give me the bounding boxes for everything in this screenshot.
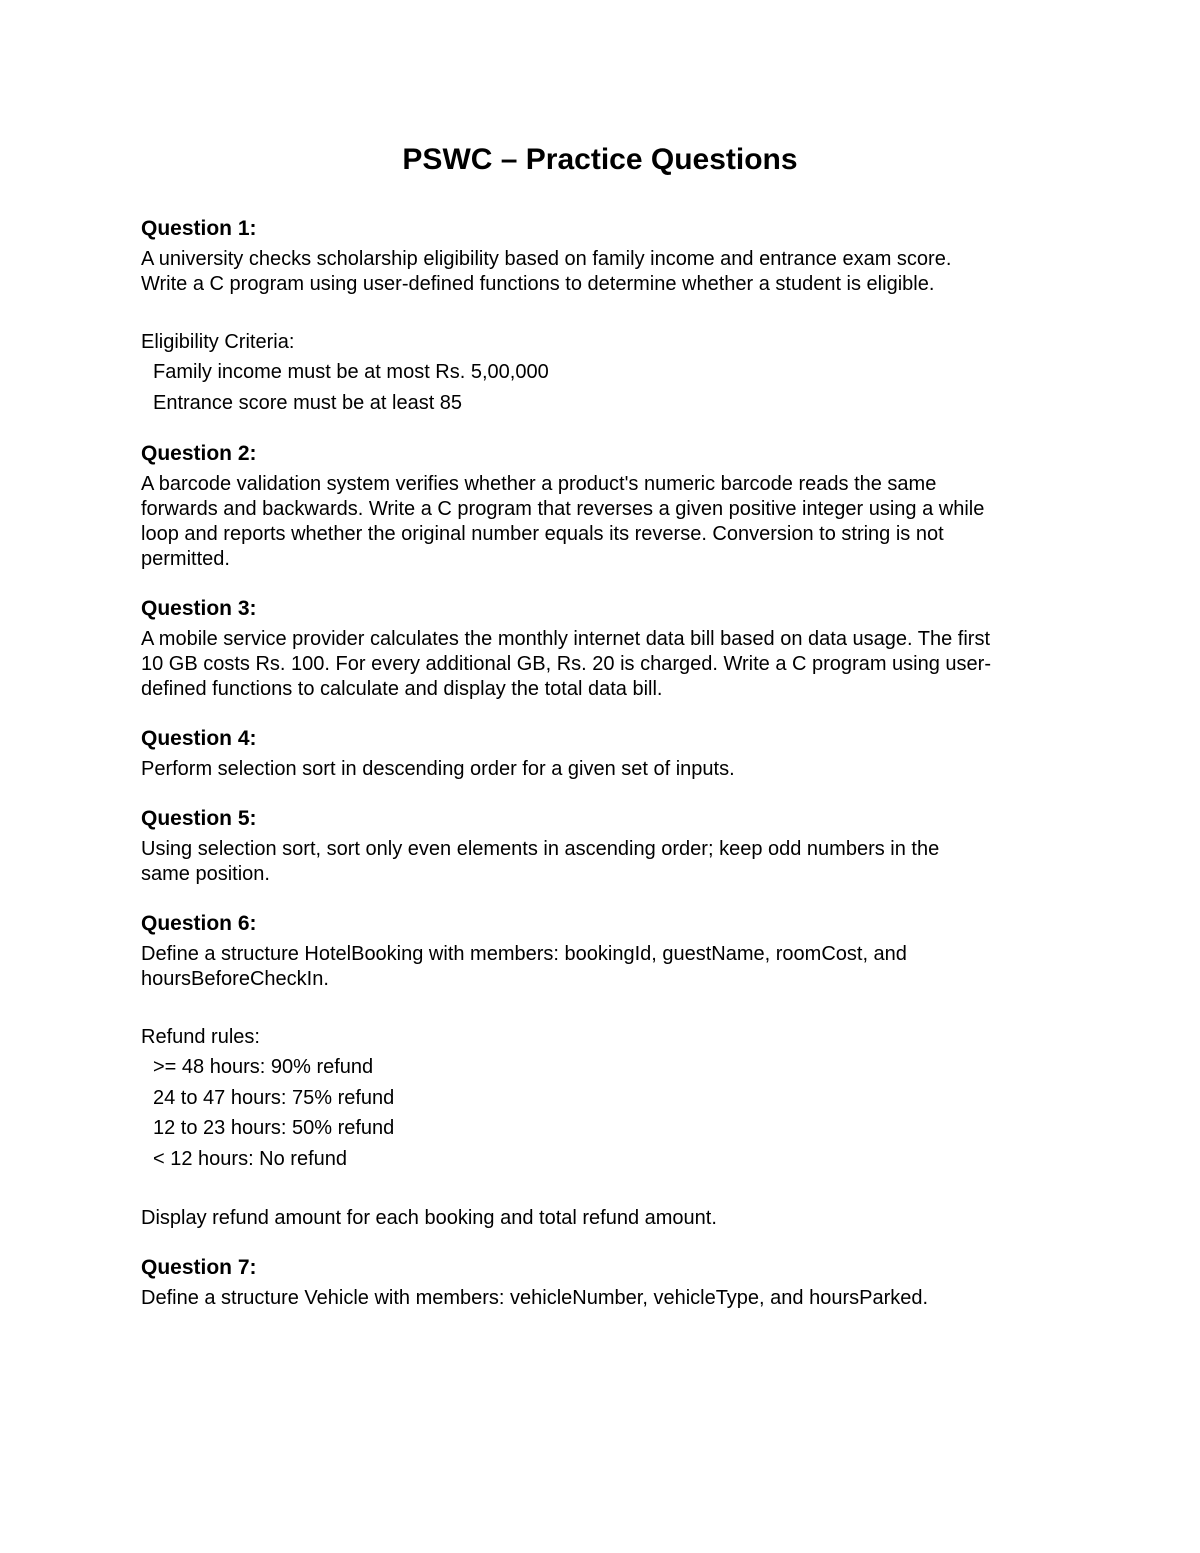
refund-rule-item: >= 48 hours: 90% refund xyxy=(153,1056,374,1078)
question-3 xyxy=(141,594,1081,702)
question-text-line: A barcode validation system verifies whether a product's numeric barcode reads the same xyxy=(141,473,937,495)
question-heading: Question 3: xyxy=(141,597,257,620)
question-text-line: Define a structure Vehicle with members: vehicleNumber, vehicleType, and hoursParked. xyxy=(141,1287,929,1309)
page-title: PSWC – Practice Questions xyxy=(402,143,798,176)
question-heading: Question 4: xyxy=(141,727,257,750)
questions-list xyxy=(141,214,1081,1311)
question-text-line: permitted. xyxy=(141,548,230,570)
question-closing-text: Display refund amount for each booking and total refund amount. xyxy=(141,1207,717,1229)
refund-rule-item: 12 to 23 hours: 50% refund xyxy=(153,1117,395,1139)
question-text-line: Write a C program using user-defined functions to determine whether a student is eligible. xyxy=(141,273,935,295)
question-text-line: A mobile service provider calculates the monthly internet data bill based on data usage. The first xyxy=(141,628,990,650)
question-text-line: Using selection sort, sort only even elements in ascending order; keep odd numbers in the xyxy=(141,838,940,860)
question-heading: Question 2: xyxy=(141,442,257,465)
refund-rule-item: 24 to 47 hours: 75% refund xyxy=(153,1086,395,1109)
question-text-line: hoursBeforeCheckIn. xyxy=(141,968,329,990)
question-7 xyxy=(141,1253,1081,1311)
question-5 xyxy=(141,804,1081,887)
question-text-line: defined functions to calculate and display the total data bill. xyxy=(141,678,663,700)
question-text-line: A university checks scholarship eligibility based on family income and entrance exam score. xyxy=(141,248,952,270)
question-heading: Question 1: xyxy=(141,217,257,240)
criteria-item: Family income must be at most Rs. 5,00,000 xyxy=(153,361,549,383)
question-text-line: Define a structure HotelBooking with members: bookingId, guestName, roomCost, and xyxy=(141,943,907,965)
question-heading: Question 7: xyxy=(141,1256,257,1279)
question-text-line: same position. xyxy=(141,863,270,885)
criteria-item: Entrance score must be at least 85 xyxy=(153,391,463,414)
question-text-line: 10 GB costs Rs. 100. For every additional GB, Rs. 20 is charged. Write a C program using user- xyxy=(141,653,991,675)
question-heading: Question 5: xyxy=(141,807,257,830)
question-2 xyxy=(141,439,1081,572)
question-text-line: forwards and backwards. Write a C program that reverses a given positive integer using a while xyxy=(141,498,985,520)
refund-rules-label: Refund rules: xyxy=(141,1026,260,1048)
question-heading: Question 6: xyxy=(141,912,257,935)
criteria-label: Eligibility Criteria: xyxy=(141,331,295,353)
question-text-line: Perform selection sort in descending order for a given set of inputs. xyxy=(141,758,735,780)
question-6 xyxy=(141,909,1081,1231)
question-text-line: loop and reports whether the original number equals its reverse. Conversion to string is not xyxy=(141,523,944,545)
question-4 xyxy=(141,724,1081,782)
refund-rule-item: < 12 hours: No refund xyxy=(153,1147,348,1170)
question-1 xyxy=(141,214,1081,418)
